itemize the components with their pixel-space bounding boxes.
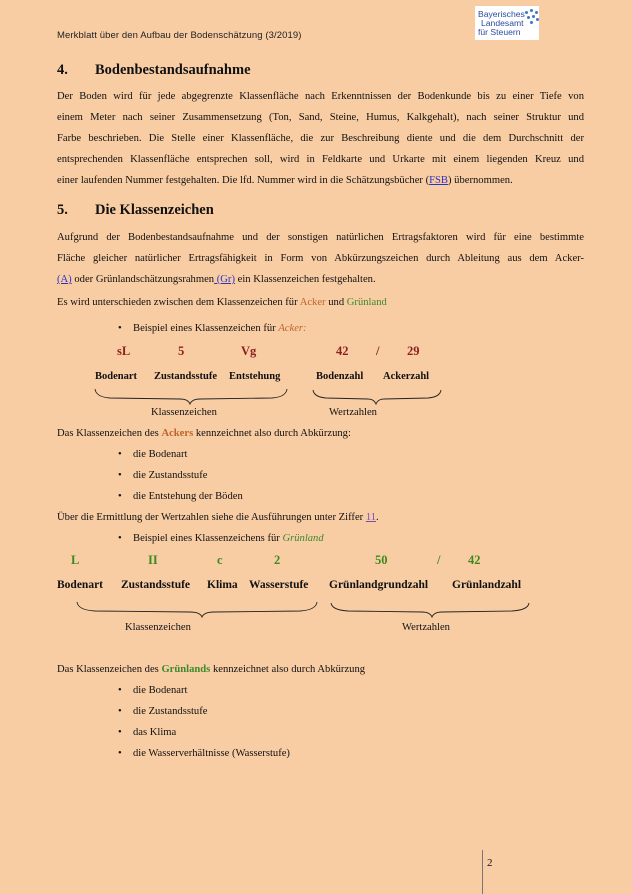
paragraph-line: Farbe beschrieben. Die Stelle einer Klassenfläche, die zur Beschreibung diente und die dem Durchschnitt der [57,133,584,144]
document-header-title: Merkblatt über den Aufbau der Bodenschätzung (3/2019) [57,30,302,41]
acker-code-slash: / [376,344,380,358]
acker-code-zustandsstufe: 5 [178,344,185,358]
paragraph-line: Fläche gleicher natürlicher Ertragsfähigkeit in Form von Abkürzungszeichen durch Ableitung aus dem Acker- [57,253,584,264]
acker-code-ackerzahl: 29 [407,344,420,358]
paragraph-line-last: (A) oder Grünlandschätzungsrahmen (Gr) ein Klassenzeichen festgehalten. [57,274,376,285]
acker-code-entstehung: Vg [241,344,257,358]
gruenlands-word: Grünlands [161,664,211,675]
acker-word: Acker [299,297,326,308]
acker-label-ackerzahl: Ackerzahl [383,371,430,382]
gruen-code-zustandsstufe: II [148,553,158,567]
acker-label-entstehung: Entstehung [229,371,281,382]
logo-line-1: Bayerisches [478,9,525,19]
fsb-link[interactable]: FSB [429,175,448,186]
page-number: 2 [487,857,493,869]
gruenland-rahmen-link[interactable]: (Gr) [214,274,235,285]
paragraph-line: einem Meter nach seiner Zusammensetzung (Ton, Sand, Steine, Humus, Kalkgehalt), nach seiner Struktur und [57,112,584,123]
gruen-label-bodenart: Bodenart [57,579,103,591]
gruen-code-gruenlandzahl: 42 [468,553,481,567]
gruenland-example-word: Grünland [282,533,324,544]
acker-rahmen-link[interactable]: (A) [57,274,72,285]
gruen-label-grundzahl: Grünlandgrundzahl [329,579,429,591]
gruen-klassenzeichen-brace [77,602,317,617]
acker-label-bodenart: Bodenart [95,371,137,382]
acker-code-bodenart: sL [117,344,131,358]
gruen-wertzahlen-brace [331,603,529,617]
gruen-label-wasserstufe: Wasserstufe [249,579,309,591]
gruen-code-bodenart: L [71,553,80,567]
gruen-code-wasserstufe: 2 [274,553,281,567]
distinction-text: Es wird unterschieden zwischen dem Klassenzeichen für Acker und Grünland [57,297,387,308]
acker-label-zustandsstufe: Zustandsstufe [154,371,218,382]
page-number-divider [482,850,483,894]
section-5-number: 5. [57,202,68,218]
section-4-title: Bodenbestandsaufnahme [95,62,251,78]
logo-line-2: Landesamt [481,18,524,28]
gruenland-word: Grünland [346,297,387,308]
gruen-label-klima: Klima [207,579,238,591]
acker-klassenzeichen-brace [95,389,287,404]
gruen-group-klassenzeichen: Klassenzeichen [125,622,191,633]
acker-group-wertzahlen: Wertzahlen [329,407,377,418]
section-5-title: Die Klassenzeichen [95,202,214,218]
acker-summary: Das Klassenzeichen des Ackers kennzeichnet also durch Abkürzung: [57,428,351,439]
gruen-group-wertzahlen: Wertzahlen [402,622,450,633]
acker-example-word: Acker [278,323,304,334]
logo-line-3: für Steuern [478,27,521,37]
ziffer-11-link[interactable]: 11 [365,512,377,523]
paragraph-line: entsprechenden Klassenfläche entsprechen soll, wird in Feldkarte und Urkarte mit einem liegenden Kreuz und [57,154,584,165]
wertzahlen-note: Über die Ermittlung der Wertzahlen siehe die Ausführungen unter Ziffer 11. [57,512,379,523]
paragraph-line-last: einer laufenden Nummer festgehalten. Die lfd. Nummer wird in die Schätzungsbücher (FSB) übernommen. [57,175,513,186]
gruen-code-grundzahl: 50 [375,553,388,567]
gruen-label-zustandsstufe: Zustandsstufe [121,579,191,591]
section-4-number: 4. [57,62,68,78]
gruen-summary: Das Klassenzeichen des Grünlands kennzeichnet also durch Abkürzung [57,664,366,675]
gruen-label-gruenlandzahl: Grünlandzahl [452,579,522,591]
acker-code-bodenzahl: 42 [336,344,349,358]
acker-group-klassenzeichen: Klassenzeichen [151,407,217,418]
paragraph-line: Der Boden wird für jede abgegrenzte Klassenfläche nach Erkenntnissen der Bodenkunde bis zu einer Tiefe von [57,91,584,102]
gruen-code-klima: c [217,553,223,567]
acker-wertzahlen-brace [313,390,441,404]
gruen-code-slash: / [437,553,441,567]
paragraph-line: Aufgrund der Bodenbestandsaufnahme und der sonstigen natürlichen Ertragsfaktoren wird für eine bestimmte [57,232,584,243]
acker-label-bodenzahl: Bodenzahl [316,371,364,382]
ackers-word: Ackers [161,428,194,439]
